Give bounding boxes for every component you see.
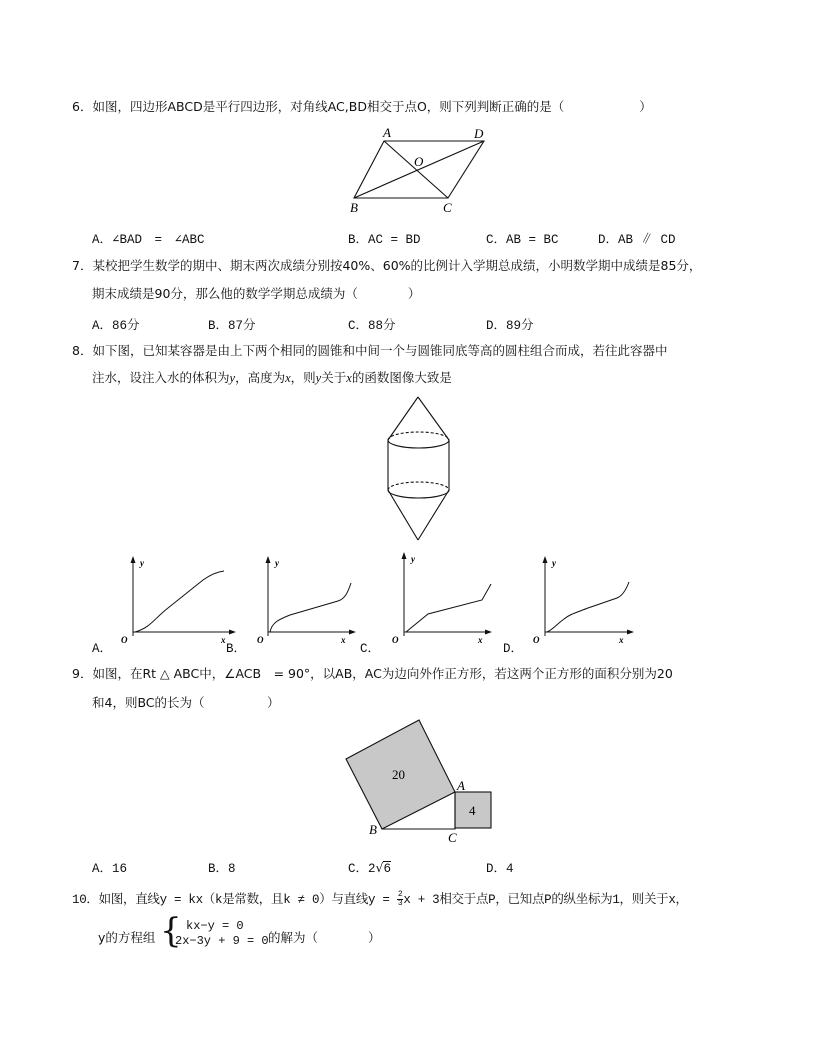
- small-square-area: 4: [469, 803, 476, 818]
- q10-line2-b: 的解为（ ）: [268, 930, 381, 945]
- q10-line1: [72, 889, 688, 908]
- graph-d-origin-label: O: [533, 635, 540, 645]
- graph-b-origin-label: O: [257, 635, 264, 645]
- point-c-label-q9: C: [448, 830, 457, 845]
- q9-option-c: [348, 858, 391, 876]
- point-o-label: O: [414, 154, 424, 169]
- graph-b-y-label: y: [275, 558, 279, 568]
- point-c-label: C: [443, 200, 452, 215]
- q6-option-a: A．∠BAD = ∠ABC: [92, 233, 205, 247]
- q8-line2-c: ，则: [290, 370, 316, 385]
- q9-option-d: D．4: [486, 862, 514, 876]
- graph-d-x-label: x: [619, 635, 624, 645]
- q8-option-c: C．: [360, 642, 381, 656]
- q10-line2-a: y的方程组: [98, 930, 156, 945]
- q6-option-c: C．AB = BC: [486, 233, 559, 247]
- q7-option-a: A．86分: [92, 319, 140, 333]
- system-brace: {: [160, 911, 182, 951]
- q7-option-b: B．87分: [208, 319, 256, 333]
- graph-d-y-label: y: [552, 558, 556, 568]
- q7-option-c: C．88分: [348, 319, 396, 333]
- q6-option-d: D．AB ∥ CD: [598, 233, 676, 247]
- q9-option-b: B．8: [208, 862, 236, 876]
- q10-part1: 10．如图，直线y = kx（k是常数，且k ≠ 0）与直线y =: [72, 893, 390, 907]
- q8-var-y-2: y: [315, 371, 322, 385]
- point-b-label-q9: B: [369, 822, 377, 837]
- q8-line2-b: ，高度为: [235, 370, 286, 385]
- q8-var-x: x: [285, 371, 291, 385]
- point-a-label: A: [383, 125, 391, 140]
- fraction-numerator: 2: [397, 890, 403, 900]
- q7-option-d: D．89分: [486, 319, 534, 333]
- q9-option-c-prefix: C．2: [348, 862, 376, 876]
- q8-line2-a: 注水，设注入水的体积为: [92, 370, 230, 385]
- graph-b-x-label: x: [341, 635, 346, 645]
- graph-c-x-label: x: [478, 635, 483, 645]
- graph-a-origin-label: O: [121, 635, 128, 645]
- q10-eq1: kx−y = 0: [186, 919, 244, 933]
- radicand: 6: [383, 862, 391, 876]
- q8-option-d: D．: [503, 642, 524, 656]
- q8-var-y: y: [229, 371, 236, 385]
- q10-part2: x + 3相交于点P，已知点P的纵坐标为1，则关于x，: [403, 893, 688, 907]
- q10-eq2: 2x−3y + 9 = 0: [175, 934, 269, 948]
- q6-option-b: B．AC = BD: [348, 233, 421, 247]
- point-b-label: B: [350, 200, 358, 215]
- point-a-label-q9: A: [457, 778, 465, 793]
- q6-stem: 6．如图，四边形ABCD是平行四边形，对角线AC,BD相交于点O，则下列判断正确的是（ ）: [72, 99, 652, 114]
- big-square-area: 20: [392, 767, 405, 782]
- q7-line2: 期末成绩是90分，那么他的数学学期总成绩为（ ）: [92, 286, 421, 301]
- graph-a-x-label: x: [221, 635, 226, 645]
- q8-line2-e: 的函数图像大致是: [351, 370, 452, 385]
- fraction-denominator: 3: [397, 899, 403, 909]
- q9-line1: 9．如图，在Rt △ ABC中，∠ACB = 90°，以AB，AC为边向外作正方形，若这两个正方形的面积分别为20: [72, 666, 673, 681]
- q8-option-a: A．: [92, 642, 113, 656]
- sqrt-symbol: √: [375, 860, 384, 875]
- q8-option-b: B．: [226, 642, 247, 656]
- graph-a-y-label: y: [140, 558, 144, 568]
- q9-option-a: A．16: [92, 862, 128, 876]
- q7-line1: 7．某校把学生数学的期中、期末两次成绩分别按40%、60%的比例计入学期总成绩，小明数学期中成绩是85分，: [72, 258, 702, 273]
- q8-var-x-2: x: [346, 371, 352, 385]
- q8-line2-d: 关于: [321, 370, 347, 385]
- point-d-label: D: [474, 126, 484, 141]
- q8-line1: 8．如下图，已知某容器是由上下两个相同的圆锥和中间一个与圆锥同底等高的圆柱组合而成，若往此容器中: [72, 343, 668, 358]
- graph-c-y-label: y: [411, 554, 415, 564]
- q9-line2: 和4，则BC的长为（ ）: [92, 695, 280, 710]
- graph-c-origin-label: O: [392, 635, 399, 645]
